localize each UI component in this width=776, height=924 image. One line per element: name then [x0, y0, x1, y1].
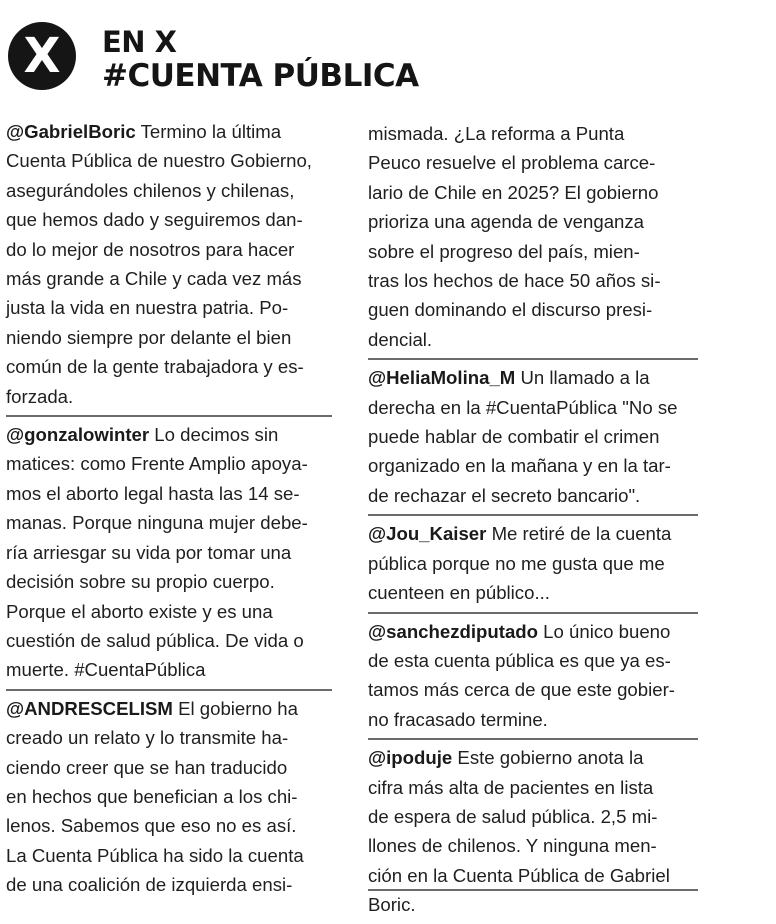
tweet-text: Lo único bueno — [543, 620, 671, 642]
tweet-line: cuenteen en público... — [368, 582, 550, 604]
tweet-handle: @HeliaMolina_M — [368, 367, 516, 389]
tweet-line: de rechazar el secreto bancario". — [368, 484, 641, 506]
tweet-line: forzada. — [6, 385, 74, 407]
tweet-line: mismada. ¿La reforma a Punta — [368, 123, 625, 144]
tweet-andrescelism-continued — [368, 116, 698, 358]
tweet-line: mos el aborto legal hasta las 14 se- — [6, 482, 300, 504]
tweet-line — [6, 117, 332, 146]
tweet-handle: @ipoduje — [368, 747, 453, 769]
tweet-line: llones de chilenos. Y ninguna men- — [368, 835, 657, 857]
tweet-text: El gobierno ha — [178, 697, 298, 719]
tweet-line: muerte. #CuentaPública — [6, 659, 206, 681]
tweet-line: ría arriesgar su vida por tomar una — [6, 541, 292, 563]
tweet-handle: @sanchezdiputado — [368, 620, 538, 642]
tweet-line: Boric. — [368, 894, 416, 916]
tweet-line: más grande a Chile y cada vez más — [6, 268, 302, 290]
tweet-text: Termino la última — [140, 121, 282, 142]
tweet-line: organizado en la mañana y en la tar- — [368, 455, 671, 477]
tweet-line — [368, 743, 698, 772]
tweet-heliamolina — [368, 358, 698, 514]
tweet-line — [6, 420, 332, 449]
tweet-line: tras los hechos de hace 50 años si- — [368, 270, 661, 292]
tweet-gonzalowinter — [6, 415, 332, 689]
tweet-text: Lo decimos sin — [154, 424, 279, 446]
tweet-line: lario de Chile en 2025? El gobierno — [368, 181, 659, 203]
tweet-line: creado un relato y lo transmite ha- — [6, 727, 289, 749]
tweet-line — [6, 694, 332, 723]
tweet-line — [368, 617, 698, 646]
tweet-line: sobre el progreso del país, mien- — [368, 240, 640, 262]
tweet-line: prioriza una agenda de venganza — [368, 211, 645, 233]
tweet-line — [368, 363, 698, 392]
tweet-line: ciendo creer que se han traducido — [6, 756, 288, 778]
tweet-line: puede hablar de combatir el crimen — [368, 426, 660, 448]
tweet-line: justa la vida en nuestra patria. Po- — [6, 297, 289, 319]
tweet-andrescelism — [6, 689, 332, 904]
tweet-handle: @gonzalowinter — [6, 424, 150, 446]
tweet-line: Peuco resuelve el problema carce- — [368, 152, 656, 174]
section-title-line1: EN X — [102, 25, 177, 59]
tweet-handle: @ANDRESCELISM — [6, 697, 173, 719]
tweet-line: de espera de salud pública. 2,5 mi- — [368, 805, 658, 827]
column-bottom-rule — [368, 889, 698, 891]
tweet-line: manas. Porque ninguna mujer debe- — [6, 512, 308, 534]
tweet-line: asegurándoles chilenos y chilenas, — [6, 179, 295, 201]
tweet-line: no fracasado termine. — [368, 708, 548, 730]
tweet-line: tamos más cerca de que este gobier- — [368, 679, 675, 701]
tweet-handle: @GabrielBoric — [6, 121, 136, 142]
tweet-line: Cuenta Pública de nuestro Gobierno, — [6, 150, 312, 172]
tweet-line: cifra más alta de pacientes en lista — [368, 776, 654, 798]
tweet-line: común de la gente trabajadora y es- — [6, 356, 304, 378]
tweet-line: guen dominando el discurso presi- — [368, 299, 653, 321]
tweet-line: lenos. Sabemos que eso no es así. — [6, 815, 297, 837]
tweet-line: de esta cuenta pública es que ya es- — [368, 649, 671, 671]
section-title-line2: #CUENTA PÚBLICA — [102, 58, 419, 94]
tweet-text: Un llamado a la — [520, 367, 650, 389]
tweet-line: pública porque no me gusta que me — [368, 552, 665, 574]
tweet-line: La Cuenta Pública ha sido la cuenta — [6, 844, 304, 866]
tweet-line: dencial. — [368, 328, 433, 350]
tweet-text: Me retiré de la cuenta — [491, 523, 672, 545]
tweet-gabrielboric — [6, 114, 332, 415]
tweet-line — [368, 519, 698, 548]
tweet-line: que hemos dado y seguiremos dan- — [6, 209, 303, 231]
tweet-handle: @Jou_Kaiser — [368, 523, 487, 545]
tweet-line: derecha en la #CuentaPública "No se — [368, 396, 678, 418]
tweet-sanchezdiputado — [368, 612, 698, 739]
tweet-line: de una coalición de izquierda ensi- — [6, 874, 293, 896]
tweet-line: ción en la Cuenta Pública de Gabriel — [368, 864, 670, 886]
tweet-text: Este gobierno anota la — [457, 747, 644, 769]
x-logo-icon: X — [8, 22, 76, 90]
tweet-line: Porque el aborto existe y es una — [6, 600, 273, 622]
tweet-line: cuestión de salud pública. De vida o — [6, 629, 304, 651]
tweet-line: matices: como Frente Amplio apoya- — [6, 453, 308, 475]
left-column — [6, 114, 332, 904]
tweet-line: niendo siempre por delante el bien — [6, 326, 292, 348]
tweet-line: do lo mejor de nosotros para hacer — [6, 238, 295, 260]
tweet-line: decisión sobre su propio cuerpo. — [6, 571, 275, 593]
section-header — [8, 20, 468, 100]
tweet-ipoduje — [368, 738, 698, 923]
tweet-line: en hechos que benefician a los chi- — [6, 785, 298, 807]
right-column — [368, 116, 698, 924]
tweet-joukaiser — [368, 514, 698, 611]
